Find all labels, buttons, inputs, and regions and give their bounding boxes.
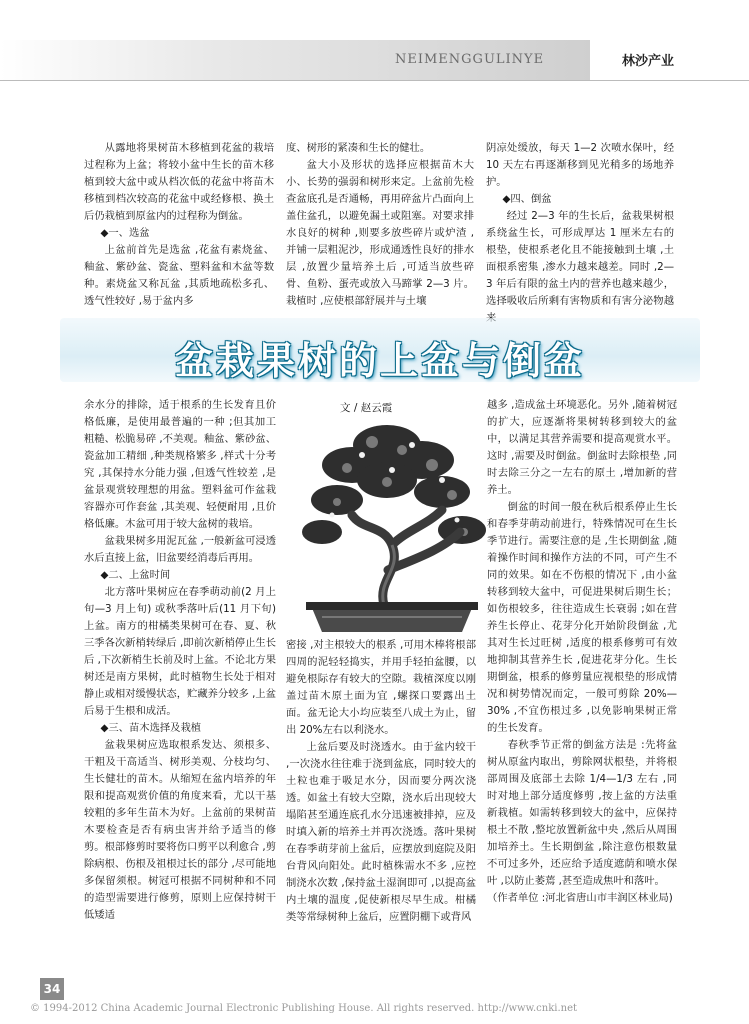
paragraph: 上盆后要及时浇透水。由于盆内较干 ,一次浇水往往难于浇到盆底，同时较大的土粒也难于吸足水分，因而要分两次浇透。如盆土有较大空隙，浇水后出现较大塌陷甚至通连底孔水分迅速被排掉，应及时填入新的培养土并再次浇透。落叶果树在春季萌芽前上盆后，应摆放到庭院及阳台背风向阳处。此时植株需水不多 ,应控制浇水次数 ,保持盆土湿润即可 ,以提高盆内土壤的温度 ,促使新根尽早生成。柑橘类等常绿树种上盆后，应置阴棚下或背风 (286, 741, 476, 923)
section-name: 林沙产业 (622, 54, 675, 69)
header-divider (0, 80, 749, 81)
paragraph: （作者单位 :河北省唐山市丰润区林业局) (487, 892, 673, 904)
section-heading: ◆二、上盆时间 (100, 569, 171, 581)
journal-name-en: NEIMENGGULINYE (395, 52, 545, 67)
paragraph: 上盆前首先是选盆 ,花盆有素烧盆、釉盆、紫砂盆、瓷盆、塑料盆和木盆等数种。素烧盆又称瓦盆 ,其质地疏松多孔、透气性较好 ,易于盆内多 (84, 244, 274, 307)
paragraph: 北方落叶果树应在春季萌动前(2 月上旬—3 月上旬) 或秋季落叶后(11 月下旬)上盆。南方的柑橘类果树可在春、夏、秋三季各次新梢转绿后 ,即前次新梢停止生长后 ,下次新梢生长前及时上盆。不论北方果树还是南方果树，此时植物生长处于相对静止或相对缓慢状态，贮藏养分较多 ,上盆后易于生根和成活。 (84, 586, 276, 717)
paragraph: 倒盆的时间一般在秋后根系停止生长和春季芽萌动前进行，特殊情况可在生长季节进行。需要注意的是 ,生长期倒盆 ,随着操作时间和操作方法的不同，可产生不同的效果。如在不伤根的情况下 ,由小盆转移到较大盆中，可促进果树后期生长；如伤根较多，往往造成生长衰弱 ;如在营养生长停止、花芽分化开始阶段倒盆 ,尤其对生长过旺树 ,适度的根系修剪可有效地抑制其营养生长 ,促进花芽分化。生长期倒盆，根系的修剪量应视根垫的形成情况和树势情况而定，一般可剪除 20%—30% ,不宜伤根过多 ,以免影响果树正常的生长发育。 (487, 501, 677, 734)
section-heading: ◆三、苗木选择及栽植 (100, 722, 202, 734)
paragraph: 密接 ,对主根较大的根系 ,可用木棒将根部四周的泥轻轻捣实，并用手轻拍盆腰，以避免根际存有较大的空隙。栽植深度以刚盖过苗木原土面为宜 ,螺探口要露出土面。盆无论大小均应装至八成土为止，留出 20%左右以利浇水。 (286, 639, 476, 736)
top-column-3 (486, 140, 674, 327)
section-heading: ◆四、倒盆 (502, 193, 552, 205)
top-column-1 (84, 140, 274, 310)
bottom-column-1 (84, 397, 276, 924)
article-author: 文 / 赵云霞 (340, 402, 393, 414)
bottom-column-3 (487, 397, 677, 907)
section-heading: ◆一、选盆 (100, 227, 150, 239)
paragraph: 盆栽果树多用泥瓦盆 ,一般新盆可浸透水后直接上盆，旧盆要经消毒后再用。 (84, 535, 276, 564)
top-column-2 (286, 140, 474, 310)
paragraph: 盆栽果树应选取根系发达、须根多、干粗及干高适当、树形美观、分枝均匀、生长健壮的苗木。从缩短在盆内培养的年限和提高观赏价值的角度来看，尤以干基较粗的多年生苗木为好。上盆前的果树苗木要检查是否有病虫害并给予适当的修剪。根部修剪时要将伤口剪平以利愈合 ,剪除病根、伤根及祖根过长的部分 ,尽可能地多保留须根。树冠可根据不同树种和不同的造型需要进行修剪，原则上应保持树干低矮适 (84, 739, 276, 921)
bottom-column-2 (286, 637, 476, 926)
paragraph: 余水分的排除，适于根系的生长发育且价格低廉，是使用最普遍的一种 ;但其加工粗糙、松脆易碎 ,不美观。釉盆、紫砂盆、瓷盆加工精细 ,种类规格繁多 ,样式十分考究 ,其保持水分能力强 ,但透气性较差 ,是盆景观赏较理想的用盆。塑料盆可作盆栽容器亦可作套盆 ,其美观、轻便耐用 ,且价格低廉。木盆可用于较大盆树的栽培。 (84, 399, 276, 530)
article-title: 盆栽果树的上盆与倒盆 (174, 339, 585, 383)
paragraph: 越多 ,造成盆土环境恶化。另外 ,随着树冠的扩大，应逐渐将果树转移到较大的盆中，以满足其营养需要和提高观赏水平。这时 ,需要及时倒盆。倒盆时去除根垫 ,同时去除三分之一左右的原土 ,增加新的营养土。 (487, 399, 677, 496)
paragraph: 从露地将果树苗木移植到花盆的栽培过程称为上盆；将较小盆中生长的苗木移植到较大盆中或从档次低的花盆中将苗木移植到档次较高的花盆中或经修根、换土后仍栽植到原盆内的过程称为倒盆。 (84, 142, 274, 222)
paragraph: 春秋季节正常的倒盆方法是 :先将盆树从原盆内取出，剪除网状根垫，并将根部周围及底部土去除 1/4—1/3 左右 ,同时对地上部分适度修剪 ,按上盆的方法重新栽植。如需转移到较大的盆中，应保持根土不散 ,整坨放置新盆中央 ,然后从周围加培养土。生长期倒盆 ,除注意伤根数量不可过多外，还应给予适度遮荫和喷水保叶 ,以防止萎蔫 ,甚至造成焦叶和落叶。 (487, 739, 677, 887)
bonsai-fruit-tree-image (292, 420, 492, 635)
copyright-notice: © 1994-2012 China Academic Journal Electronic Publishing House. All rights reserved. http://www.cnki.net (30, 1003, 578, 1014)
paragraph: 阴凉处缓放，每天 1—2 次喷水保叶，经 10 天左右再逐渐移到见光稍多的场地养护。 (486, 142, 674, 188)
paragraph: 盆大小及形状的选择应根据苗木大小、长势的强弱和树形来定。上盆前先检查盆底孔是否通畅，再用碎盆片凸面向上盖住盆孔，以避免漏土或阻塞。对要求排水良好的树种 ,则要多放些碎片或炉渣 ,并铺一层粗泥沙，形成通透性良好的排水层 ,放置少量培养土后 ,可适当放些碎骨、鱼粉、蛋壳或放入马蹄掌 2—3 片。栽植时 ,应使根部舒展并与土壤 (286, 159, 474, 307)
paragraph: 经过 2—3 年的生长后，盆栽果树根系绕盆生长，可形成厚达 1 厘米左右的根垫，使根系老化且不能接触到土壤 ,土面根系密集 ,渗水力越来越差。同时 ,2—3 年后有限的盆土内的营养也越来越少，选择吸收后所剩有害物质和有害分泌物越 (486, 210, 674, 307)
page-number: 34 (40, 978, 64, 1000)
paragraph: 度、树形的紧凑和生长的健壮。 (286, 142, 431, 154)
